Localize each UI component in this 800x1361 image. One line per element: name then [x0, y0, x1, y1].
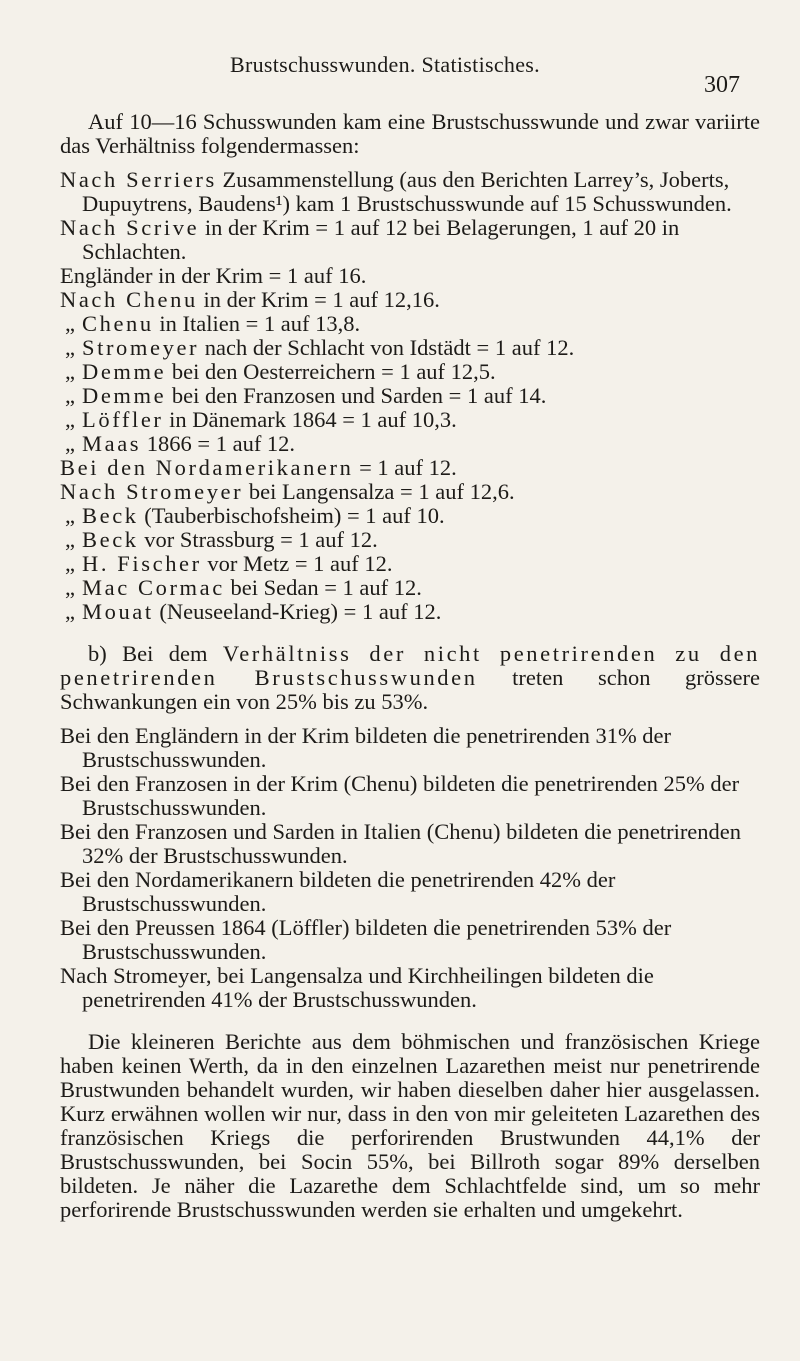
ratio-entry [60, 528, 760, 552]
entry-text: bei den Franzosen und Sarden = 1 auf 14. [166, 383, 547, 408]
ratio-entry [60, 504, 760, 528]
section-b-rest: treten schon grössere Schwankungen ein von 25% bis zu 53%. [60, 665, 760, 714]
entry-text: in Dänemark 1864 = 1 auf 10,3. [163, 407, 457, 432]
entry-text: in der Krim = 1 auf 12 bei Belagerungen, 1 auf 20 in Schlachten. [82, 215, 680, 264]
ratio-entry [60, 288, 760, 312]
author-name: Nach Scrive [60, 215, 200, 240]
ratio-entry [60, 600, 760, 624]
ratio-entry [60, 312, 760, 336]
ditto-mark: „ [65, 551, 75, 576]
entry-text: bei Langensalza = 1 auf 12,6. [243, 479, 515, 504]
penetrating-entry: Bei den Engländern in der Krim bildeten die penetrirenden 31% der Brustschusswunden. [60, 723, 672, 772]
author-name: Mouat [82, 599, 154, 624]
author-name: Demme [82, 359, 167, 384]
author-name: Nach Chenu [60, 287, 198, 312]
section-b-paragraph [60, 642, 760, 714]
ditto-mark: „ [65, 359, 75, 384]
ditto-mark: „ [65, 575, 75, 600]
intro-paragraph: Auf 10—16 Schusswunden kam eine Brustschusswunde und zwar variirte das Verhältniss folgendermassen: [60, 109, 760, 158]
author-name: Maas [82, 431, 142, 456]
entry-text: Zusammenstellung (aus den Berichten Larrey’s, Joberts, Dupuytrens, Baudens¹) kam 1 Brustschusswunde auf 15 Schusswunden. [82, 167, 732, 216]
entry-text: vor Metz = 1 auf 12. [201, 551, 393, 576]
ratio-entry [60, 432, 760, 456]
penetrating-entry: Bei den Franzosen in der Krim (Chenu) bildeten die penetrirenden 25% der Brustschusswunden. [60, 771, 740, 820]
page-header [0, 52, 800, 98]
entry-text: bei den Oesterreichern = 1 auf 12,5. [166, 359, 496, 384]
ditto-mark: „ [65, 407, 75, 432]
closing-paragraph: Die kleineren Berichte aus dem böhmischen und französischen Kriege haben keinen Werth, da in den einzelnen Lazarethen meist nur penetrirende Brustwunden behandelt wurden, wir haben dieselben daher hier ausgelassen. Kurz erwähnen wollen wir nur, dass in den von mir geleiteten Lazarethen des französischen Kriegs die perforirenden Brustwunden 44,1% der Brustschusswunden, bei Socin 55%, bei Billroth sogar 89% derselben bildeten. Je näher die Lazarethe dem Schlachtfelde sind, um so mehr perforirende Brustschusswunden werden sie erhalten und umgekehrt. [60, 1029, 760, 1222]
entry-text: vor Strassburg = 1 auf 12. [138, 527, 378, 552]
page-body [60, 110, 760, 1222]
ditto-mark: „ [65, 335, 75, 360]
entry-text: in der Krim = 1 auf 12,16. [197, 287, 440, 312]
ratio-entry [60, 168, 760, 216]
entry-text: = 1 auf 12. [353, 455, 457, 480]
page-number: 307 [704, 72, 740, 98]
penetrating-entry: Bei den Nordamerikanern bildeten die penetrirenden 42% der Brustschusswunden. [60, 867, 616, 916]
ratio-entry [60, 216, 760, 264]
penetrating-entry: Bei den Preussen 1864 (Löffler) bildeten die penetrirenden 53% der Brustschusswunden. [60, 915, 672, 964]
ditto-mark: „ [65, 383, 75, 408]
ratio-entry [60, 384, 760, 408]
ratio-entry [60, 264, 760, 288]
author-name: Stromeyer [82, 335, 200, 360]
author-name: Beck [82, 503, 139, 528]
entry-text: (Tauberbischofsheim) = 1 auf 10. [138, 503, 445, 528]
author-name: Beck [82, 527, 139, 552]
entry-text: bei Sedan = 1 auf 12. [224, 575, 422, 600]
ditto-mark: „ [65, 431, 75, 456]
penetrating-entry: Bei den Franzosen und Sarden in Italien (Chenu) bildeten die penetrirenden 32% der Brustschusswunden. [60, 819, 742, 868]
ditto-mark: „ [65, 599, 75, 624]
ratio-entry [60, 576, 760, 600]
ratio-entry [60, 456, 760, 480]
ratio-entry [60, 360, 760, 384]
ratio-entry [60, 408, 760, 432]
entry-text: Engländer in der Krim = 1 auf 16. [60, 263, 367, 288]
entry-text: nach der Schlacht von Idstädt = 1 auf 12. [199, 335, 575, 360]
ditto-mark: „ [65, 311, 75, 336]
penetrating-entry: Nach Stromeyer, bei Langensalza und Kirchheilingen bildeten die penetrirenden 41% der Brustschusswunden. [60, 963, 654, 1012]
author-name: Nach Stromeyer [60, 479, 244, 504]
ratio-entry [60, 336, 760, 360]
author-name: Chenu [82, 311, 154, 336]
author-name: Demme [82, 383, 167, 408]
entry-text: (Neuseeland-Krieg) = 1 auf 12. [153, 599, 442, 624]
running-head: Brustschusswunden. Statistisches. [230, 52, 540, 77]
ratio-entry [60, 552, 760, 576]
ditto-mark: „ [65, 527, 75, 552]
ditto-mark: „ [65, 503, 75, 528]
section-b-spaced: Verhältniss der nicht penetrirenden zu den penetrirenden Brustschusswunden [60, 641, 761, 690]
author-name: Löffler [82, 407, 164, 432]
section-b-lead: b) Bei dem [88, 641, 223, 666]
entry-text: in Italien = 1 auf 13,8. [153, 311, 361, 336]
ratio-list [60, 168, 760, 624]
author-name: H. Fischer [82, 551, 202, 576]
ratio-entry [60, 480, 760, 504]
author-name: Mac Cormac [82, 575, 225, 600]
penetrating-list [60, 724, 760, 1012]
author-name: Bei den Nordamerikanern [60, 455, 354, 480]
author-name: Nach Serriers [60, 167, 217, 192]
entry-text: 1866 = 1 auf 12. [141, 431, 296, 456]
